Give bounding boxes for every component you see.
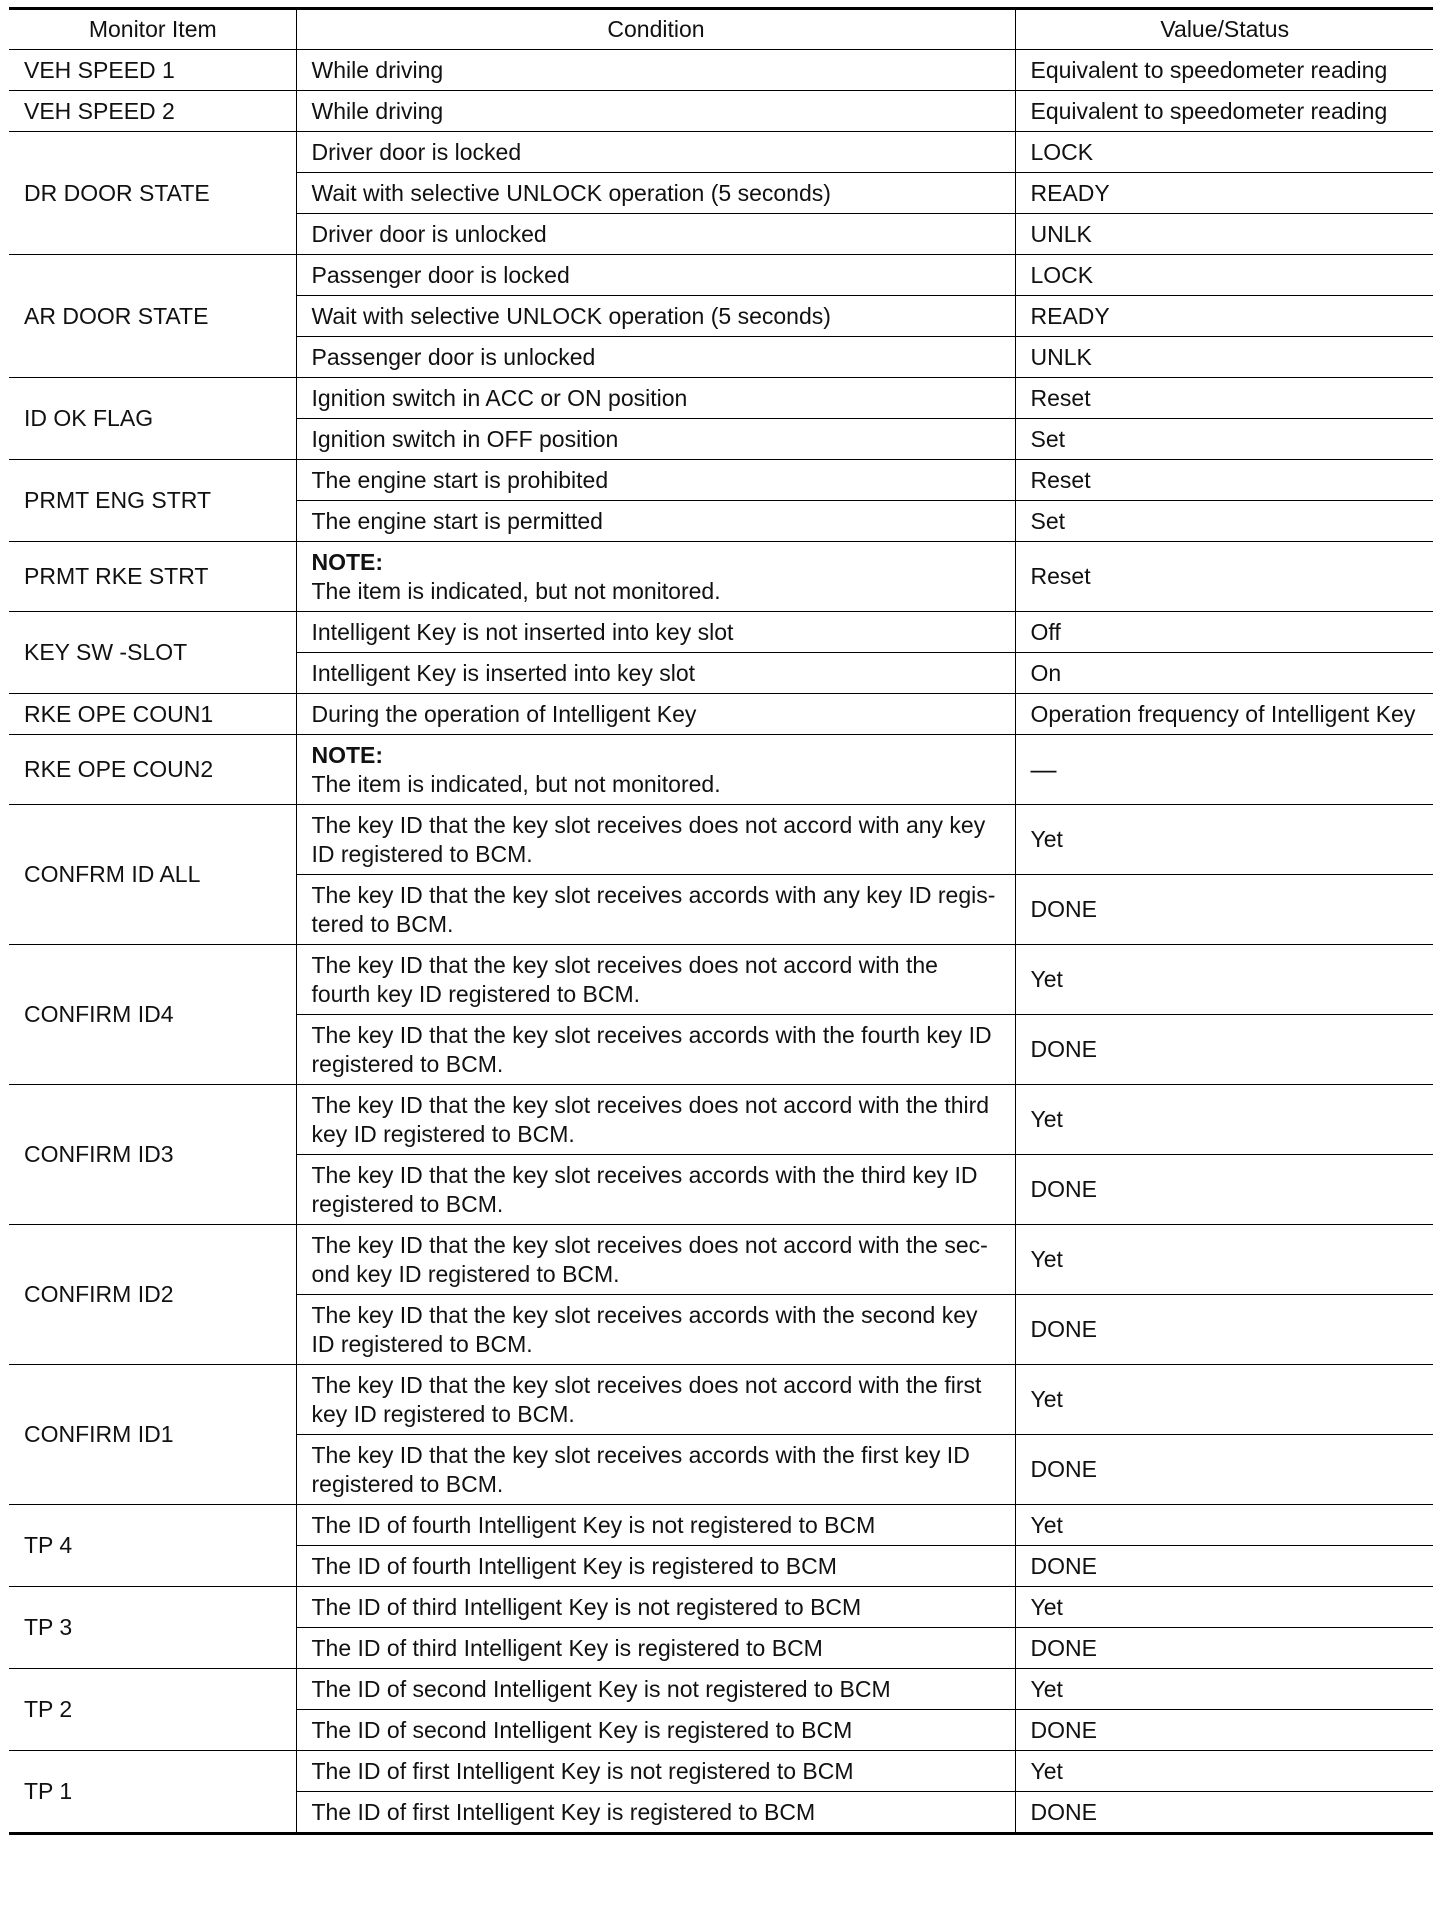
header-value-status: Value/Status <box>1015 9 1433 50</box>
monitor-item-cell: CONFIRM ID1 <box>9 1365 296 1505</box>
condition-cell: Driver door is locked <box>296 132 1015 173</box>
condition-cell: The key ID that the key slot receives does not accord with the fourth key ID registered to BCM. <box>296 945 1015 1015</box>
condition-cell: The key ID that the key slot receives accords with the third key ID registered to BCM. <box>296 1155 1015 1225</box>
value-status-cell: Yet <box>1015 1505 1433 1546</box>
value-status-cell: Yet <box>1015 1365 1433 1435</box>
table-row <box>9 50 1433 91</box>
condition-cell: While driving <box>296 50 1015 91</box>
condition-cell: The ID of fourth Intelligent Key is not registered to BCM <box>296 1505 1015 1546</box>
table-row <box>9 542 1433 612</box>
condition-cell: The ID of first Intelligent Key is registered to BCM <box>296 1792 1015 1834</box>
condition-cell: Passenger door is unlocked <box>296 337 1015 378</box>
condition-cell: The ID of fourth Intelligent Key is registered to BCM <box>296 1546 1015 1587</box>
monitor-item-cell: TP 4 <box>9 1505 296 1587</box>
condition-cell: The key ID that the key slot receives accords with the second key ID registered to BCM. <box>296 1295 1015 1365</box>
monitor-item-table <box>9 7 1433 1835</box>
table-row <box>9 1085 1433 1155</box>
table-row <box>9 1669 1433 1710</box>
monitor-item-cell: CONFRM ID ALL <box>9 805 296 945</box>
condition-cell: Wait with selective UNLOCK operation (5 seconds) <box>296 173 1015 214</box>
monitor-item-cell: DR DOOR STATE <box>9 132 296 255</box>
value-status-cell: Set <box>1015 501 1433 542</box>
monitor-item-cell: KEY SW -SLOT <box>9 612 296 694</box>
value-status-cell: Yet <box>1015 1225 1433 1295</box>
value-status-cell: DONE <box>1015 875 1433 945</box>
value-status-cell: DONE <box>1015 1710 1433 1751</box>
table-row <box>9 460 1433 501</box>
value-status-cell: LOCK <box>1015 132 1433 173</box>
value-status-cell: READY <box>1015 173 1433 214</box>
condition-cell: The key ID that the key slot receives does not accord with the sec-ond key ID registered to BCM. <box>296 1225 1015 1295</box>
header-monitor-item: Monitor Item <box>9 9 296 50</box>
value-status-cell: DONE <box>1015 1435 1433 1505</box>
table-row <box>9 378 1433 419</box>
value-status-cell: DONE <box>1015 1155 1433 1225</box>
condition-cell: During the operation of Intelligent Key <box>296 694 1015 735</box>
condition-cell: The key ID that the key slot receives does not accord with the first key ID registered to BCM. <box>296 1365 1015 1435</box>
value-status-cell: Yet <box>1015 1751 1433 1792</box>
table-body <box>9 50 1433 1834</box>
table-row <box>9 735 1433 805</box>
note-label: NOTE: <box>311 741 384 768</box>
condition-cell: The ID of second Intelligent Key is not registered to BCM <box>296 1669 1015 1710</box>
monitor-item-cell: PRMT RKE STRT <box>9 542 296 612</box>
condition-cell: The key ID that the key slot receives accords with the fourth key ID registered to BCM. <box>296 1015 1015 1085</box>
value-status-cell: Equivalent to speedometer reading <box>1015 91 1433 132</box>
condition-cell: Ignition switch in OFF position <box>296 419 1015 460</box>
value-status-cell: Operation frequency of Intelligent Key <box>1015 694 1433 735</box>
condition-cell: The key ID that the key slot receives does not accord with any key ID registered to BCM. <box>296 805 1015 875</box>
value-status-cell: DONE <box>1015 1628 1433 1669</box>
table-row <box>9 612 1433 653</box>
monitor-item-cell: TP 1 <box>9 1751 296 1834</box>
value-status-cell: Yet <box>1015 805 1433 875</box>
condition-cell: Driver door is unlocked <box>296 214 1015 255</box>
header-condition: Condition <box>296 9 1015 50</box>
monitor-item-cell: TP 3 <box>9 1587 296 1669</box>
monitor-item-cell: RKE OPE COUN2 <box>9 735 296 805</box>
condition-cell: The ID of third Intelligent Key is not registered to BCM <box>296 1587 1015 1628</box>
note-text: The item is indicated, but not monitored. <box>311 770 721 797</box>
value-status-cell: DONE <box>1015 1295 1433 1365</box>
note-cell <box>296 735 1015 805</box>
note-label: NOTE: <box>311 548 384 575</box>
table-row <box>9 1751 1433 1792</box>
note-text: The item is indicated, but not monitored. <box>311 577 721 604</box>
value-status-cell: UNLK <box>1015 214 1433 255</box>
table-row <box>9 945 1433 1015</box>
value-status-cell: DONE <box>1015 1792 1433 1834</box>
header-row <box>9 9 1433 50</box>
condition-cell: The ID of first Intelligent Key is not registered to BCM <box>296 1751 1015 1792</box>
monitor-item-cell: CONFIRM ID4 <box>9 945 296 1085</box>
table-row <box>9 132 1433 173</box>
value-status-cell: LOCK <box>1015 255 1433 296</box>
monitor-item-cell: VEH SPEED 1 <box>9 50 296 91</box>
condition-cell: Wait with selective UNLOCK operation (5 seconds) <box>296 296 1015 337</box>
monitor-item-cell: CONFIRM ID3 <box>9 1085 296 1225</box>
value-status-cell: Equivalent to speedometer reading <box>1015 50 1433 91</box>
value-status-cell: Yet <box>1015 945 1433 1015</box>
table-row <box>9 91 1433 132</box>
note-cell <box>296 542 1015 612</box>
table-row <box>9 694 1433 735</box>
condition-cell: Ignition switch in ACC or ON position <box>296 378 1015 419</box>
monitor-item-cell: PRMT ENG STRT <box>9 460 296 542</box>
monitor-item-cell: ID OK FLAG <box>9 378 296 460</box>
monitor-item-cell: CONFIRM ID2 <box>9 1225 296 1365</box>
condition-cell: The engine start is permitted <box>296 501 1015 542</box>
table-row <box>9 805 1433 875</box>
condition-cell: Intelligent Key is not inserted into key slot <box>296 612 1015 653</box>
condition-cell: The key ID that the key slot receives accords with the first key ID registered to BCM. <box>296 1435 1015 1505</box>
value-status-cell: Yet <box>1015 1085 1433 1155</box>
table-row <box>9 255 1433 296</box>
value-status-cell: Reset <box>1015 460 1433 501</box>
value-status-cell: Yet <box>1015 1669 1433 1710</box>
table-row <box>9 1365 1433 1435</box>
condition-cell: The ID of third Intelligent Key is registered to BCM <box>296 1628 1015 1669</box>
condition-cell: Passenger door is locked <box>296 255 1015 296</box>
value-status-cell: Reset <box>1015 378 1433 419</box>
table-header <box>9 9 1433 50</box>
table-row <box>9 1587 1433 1628</box>
value-status-cell: UNLK <box>1015 337 1433 378</box>
condition-cell: The ID of second Intelligent Key is registered to BCM <box>296 1710 1015 1751</box>
condition-cell: The key ID that the key slot receives accords with any key ID regis-tered to BCM. <box>296 875 1015 945</box>
value-status-cell: On <box>1015 653 1433 694</box>
value-status-cell: Reset <box>1015 542 1433 612</box>
table-row <box>9 1505 1433 1546</box>
value-status-cell: Set <box>1015 419 1433 460</box>
monitor-item-cell: TP 2 <box>9 1669 296 1751</box>
table-row <box>9 1225 1433 1295</box>
value-status-cell: DONE <box>1015 1015 1433 1085</box>
condition-cell: The engine start is prohibited <box>296 460 1015 501</box>
value-status-cell: DONE <box>1015 1546 1433 1587</box>
condition-cell: The key ID that the key slot receives does not accord with the third key ID registered to BCM. <box>296 1085 1015 1155</box>
condition-cell: While driving <box>296 91 1015 132</box>
value-status-cell: Off <box>1015 612 1433 653</box>
condition-cell: Intelligent Key is inserted into key slot <box>296 653 1015 694</box>
monitor-item-cell: VEH SPEED 2 <box>9 91 296 132</box>
monitor-item-cell: AR DOOR STATE <box>9 255 296 378</box>
value-status-cell: Yet <box>1015 1587 1433 1628</box>
monitor-item-cell: RKE OPE COUN1 <box>9 694 296 735</box>
value-status-cell: — <box>1015 735 1433 805</box>
value-status-cell: READY <box>1015 296 1433 337</box>
